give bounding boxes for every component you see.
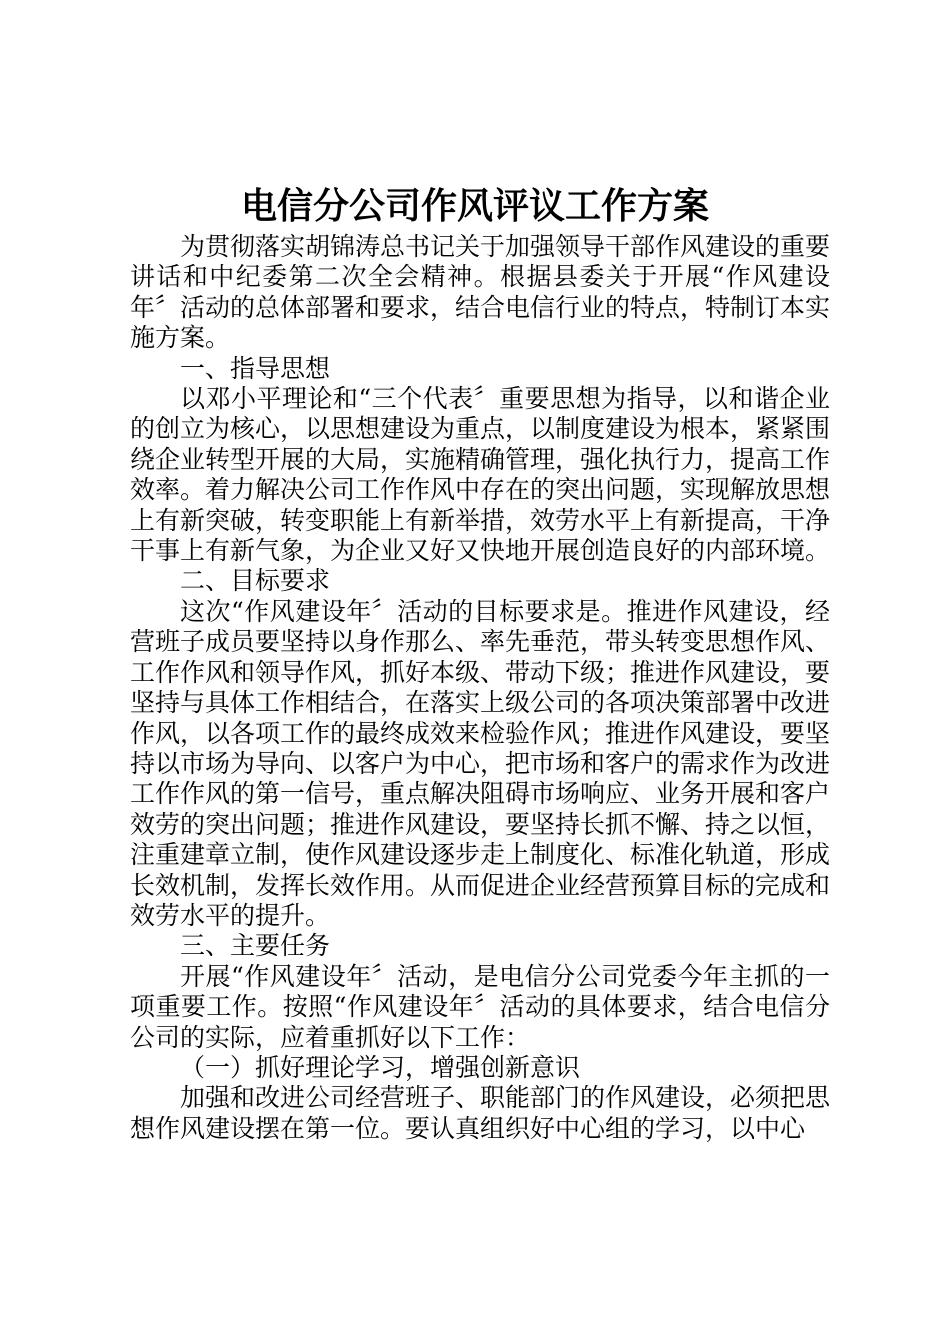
section-heading-goals: 二、目标要求 <box>180 566 331 596</box>
guiding-ideology-paragraph: 以邓小平理论和“三个代表〞重要思想为指导，以和谐企业的创立为核心，以思想建设为重点，以制度建设为根本，紧紧围绕企业转型开展的大局，实施精确管理，强化执行力，提高工作效率。着力解决公司工作作风中存在的突出问题，实现解放思想上有新突破，转变职能上有新举措，效劳水平上有新提高，干净干事上有新气象，为企业又好又快地开展创造良好的内部环境。 <box>130 384 831 566</box>
theory-study-paragraph: 加强和改进公司经营班子、职能部门的作风建设，必须把思想作风建设摆在第一位。要认真组织好中心组的学习，以中心 <box>130 1083 831 1143</box>
goals-paragraph: 这次“作风建设年〞活动的目标要求是。推进作风建设，经营班子成员要坚持以身作那么、率先垂范，带头转变思想作风、工作作风和领导作风，抓好本级、带动下级；推进作风建设，要坚持与具体工作相结合，在落实上级公司的各项决策部署中改进作风，以各项工作的最终成效来检验作风；推进作风建设，要坚持以市场为导向、以客户为中心，把市场和客户的需求作为改进工作作风的第一信号，重点解决阻碍市场响应、业务开展和客户效劳的突出问题；推进作风建设，要坚持长抓不懈、持之以恒，注重建章立制，使作风建设逐步走上制度化、标准化轨道，形成长效机制，发挥长效作用。从而促进企业经营预算目标的完成和效劳水平的提升。 <box>130 596 831 930</box>
main-tasks-paragraph: 开展“作风建设年〞活动，是电信分公司党委今年主抓的一项重要工作。按照“作风建设年〞活动的具体要求，结合电信分公司的实际，应着重抓好以下工作： <box>130 961 830 1052</box>
subsection-heading-theory-study: （一）抓好理论学习，增强创新意识 <box>180 1052 581 1082</box>
intro-paragraph: 为贯彻落实胡锦涛总书记关于加强领导干部作风建设的重要讲话和中纪委第二次全会精神。根据县委关于开展“作风建设年〞活动的总体部署和要求，结合电信行业的特点，特制订本实施方案。 <box>130 232 831 353</box>
section-heading-main-tasks: 三、主要任务 <box>180 931 331 961</box>
document-title: 电信分公司作风评议工作方案 <box>240 186 709 227</box>
section-heading-guiding-ideology: 一、指导思想 <box>180 353 331 383</box>
document-body <box>130 232 830 1144</box>
